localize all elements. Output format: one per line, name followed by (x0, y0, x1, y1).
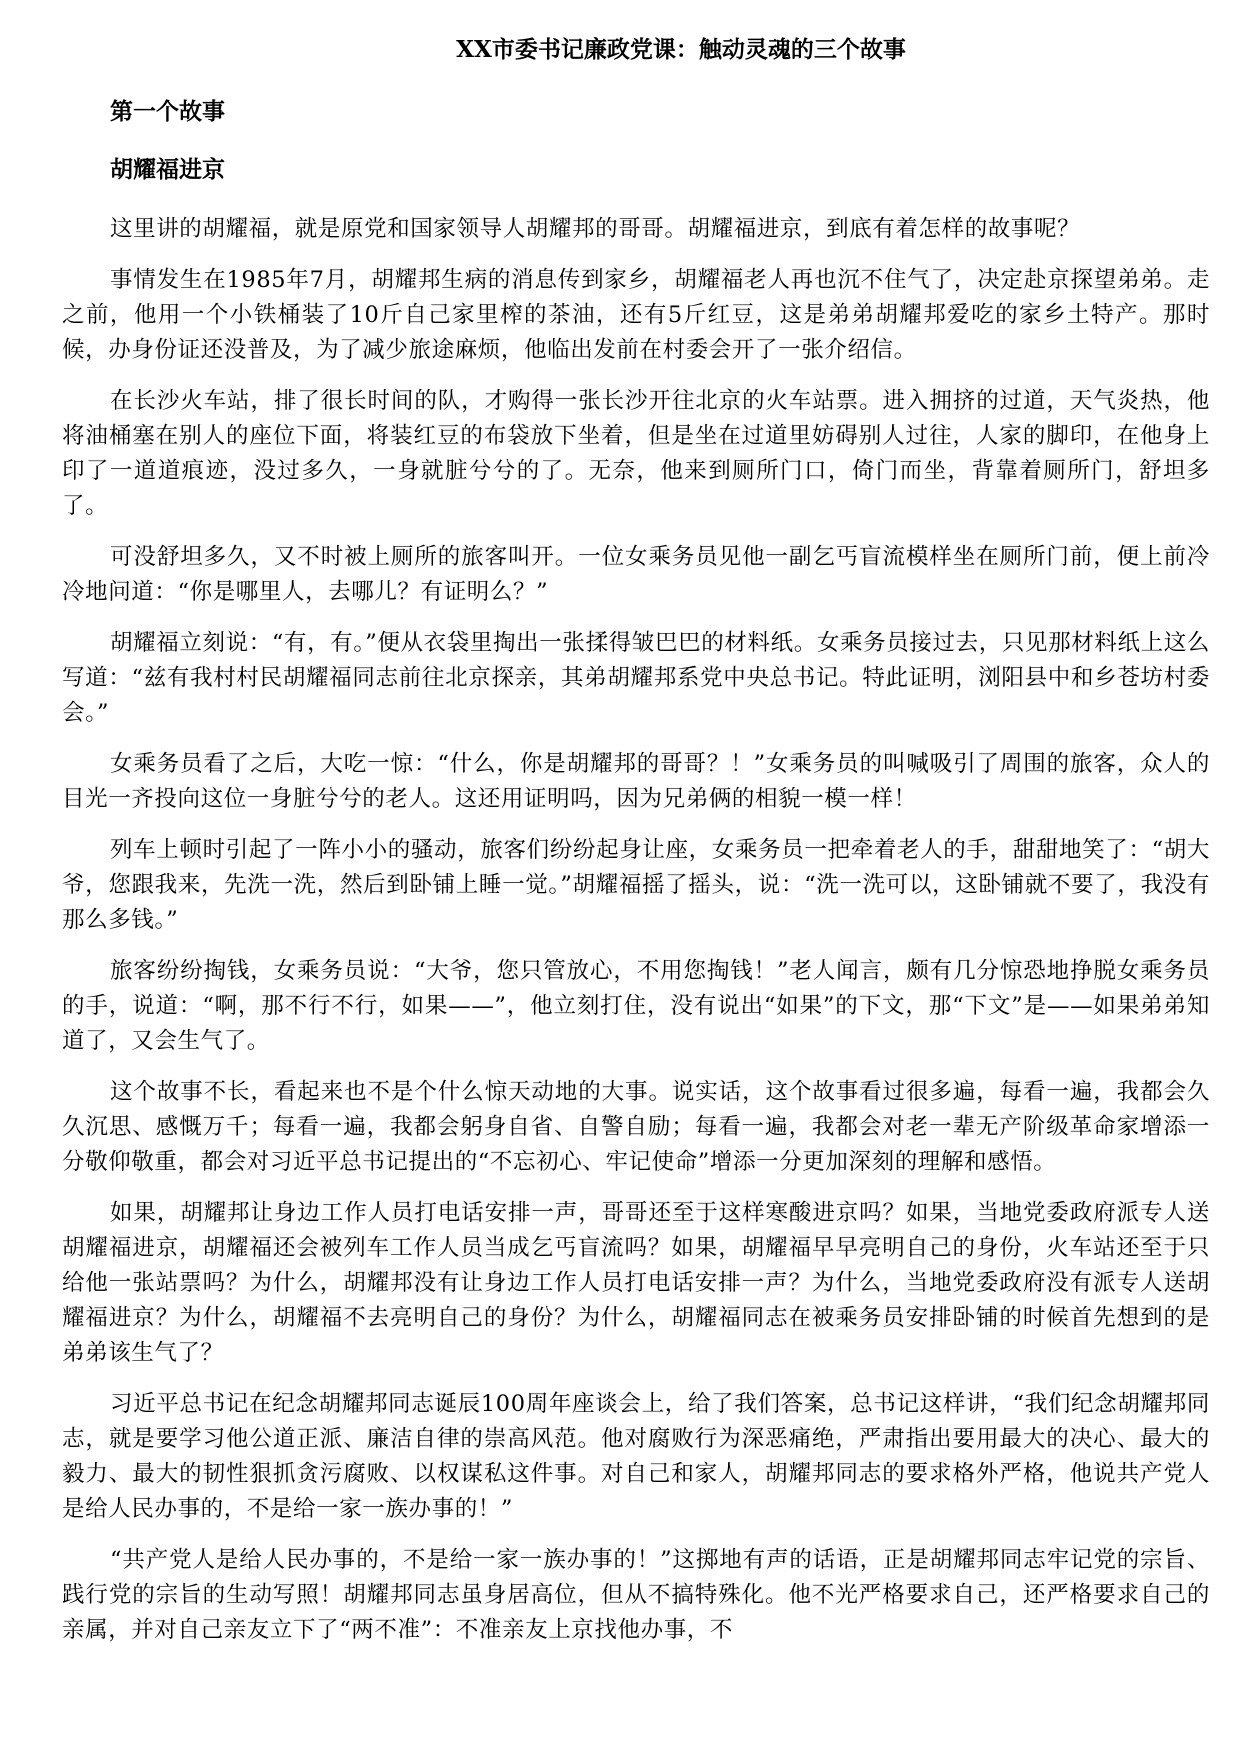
document-page (62, 28, 1210, 1648)
paragraph-11: 习近平总书记在纪念胡耀邦同志诞辰100周年座谈会上，给了我们答案，总书记这样讲，“我们纪念胡耀邦同志，就是要学习他公道正派、廉洁自律的崇高风范。他对腐败行为深恶痛绝，严肃指出要用最大的决心、最大的毅力、最大的韧性狠抓贪污腐败、以权谋私这件事。对自己和家人，胡耀邦同志的要求格外严格，他说共产党人是给人民办事的，不是给一家一族办事的！” (62, 1391, 1210, 1522)
paragraph-5: 胡耀福立刻说：“有，有。”便从衣袋里掏出一张揉得皱巴巴的材料纸。女乘务员接过去，只见那材料纸上这么写道：“兹有我村村民胡耀福同志前往北京探亲，其弟胡耀邦系党中央总书记。特此证明，浏阳县中和乡苍坊村委会。” (62, 630, 1210, 726)
story-heading: 胡耀福进京 (110, 156, 225, 183)
section-heading: 第一个故事 (110, 98, 225, 125)
paragraph-1: 这里讲的胡耀福，就是原党和国家领导人胡耀邦的哥哥。胡耀福进京，到底有着怎样的故事呢？ (110, 216, 1081, 242)
paragraph-12: “共产党人是给人民办事的，不是给一家一族办事的！”这掷地有声的话语，正是胡耀邦同志牢记党的宗旨、践行党的宗旨的生动写照！胡耀邦同志虽身居高位，但从不搞特殊化。他不光严格要求自己，还严格要求自己的亲属，并对自己亲友立下了“两不准”：不准亲友上京找他办事，不 (62, 1547, 1210, 1643)
paragraph-6: 女乘务员看了之后，大吃一惊：“什么，你是胡耀邦的哥哥？！”女乘务员的叫喊吸引了周围的旅客，众人的目光一齐投向这位一身脏兮兮的老人。这还用证明吗，因为兄弟俩的相貌一模一样！ (62, 751, 1210, 812)
paragraph-4: 可没舒坦多久，又不时被上厕所的旅客叫开。一位女乘务员见他一副乞丐盲流模样坐在厕所门前，便上前冷冷地问道：“你是哪里人，去哪儿？有证明么？” (62, 544, 1210, 605)
paragraph-3: 在长沙火车站，排了很长时间的队，才购得一张长沙开往北京的火车站票。进入拥挤的过道，天气炎热，他将油桶塞在别人的座位下面，将装红豆的布袋放下坐着，但是坐在过道里妨碍别人过往，人家的脚印，在他身上印了一道道痕迹，没过多久，一身就脏兮兮的了。无奈，他来到厕所门口，倚门而坐，背靠着厕所门，舒坦多了。 (62, 388, 1210, 519)
paragraph-10: 如果，胡耀邦让身边工作人员打电话安排一声，哥哥还至于这样寒酸进京吗？如果，当地党委政府派专人送胡耀福进京，胡耀福还会被列车工作人员当成乞丐盲流吗？如果，胡耀福早早亮明自己的身份，火车站还至于只给他一张站票吗？为什么，胡耀邦没有让身边工作人员打电话安排一声？为什么，当地党委政府没有派专人送胡耀福进京？为什么，胡耀福不去亮明自己的身份？为什么，胡耀福同志在被乘务员安排卧铺的时候首先想到的是弟弟该生气了？ (62, 1200, 1210, 1366)
paragraph-2: 事情发生在1985年7月，胡耀邦生病的消息传到家乡，胡耀福老人再也沉不住气了，决定赴京探望弟弟。走之前，他用一个小铁桶装了10斤自己家里榨的茶油，还有5斤红豆，这是弟弟胡耀邦爱吃的家乡土特产。那时候，办身份证还没普及，为了减少旅途麻烦，他临出发前在村委会开了一张介绍信。 (62, 267, 1210, 363)
paragraph-9: 这个故事不长，看起来也不是个什么惊天动地的大事。说实话，这个故事看过很多遍，每看一遍，我都会久久沉思、感慨万千；每看一遍，我都会躬身自省、自警自励；每看一遍，我都会对老一辈无产阶级革命家增添一分敬仰敬重，都会对习近平总书记提出的“不忘初心、牢记使命”增添一分更加深刻的理解和感悟。 (62, 1079, 1210, 1175)
paragraph-8: 旅客纷纷掏钱，女乘务员说：“大爷，您只管放心，不用您掏钱！”老人闻言，颇有几分惊恐地挣脱女乘务员的手，说道：“啊，那不行不行，如果——”，他立刻打住，没有说出“如果”的下文，那“下文”是——如果弟弟知道了，又会生气了。 (62, 958, 1210, 1054)
document-title: XX市委书记廉政党课：触动灵魂的三个故事 (456, 36, 906, 63)
paragraph-7: 列车上顿时引起了一阵小小的骚动，旅客们纷纷起身让座，女乘务员一把牵着老人的手，甜甜地笑了：“胡大爷，您跟我来，先洗一洗，然后到卧铺上睡一觉。”胡耀福摇了摇头，说：“洗一洗可以，这卧铺就不要了，我没有那么多钱。” (62, 837, 1210, 933)
